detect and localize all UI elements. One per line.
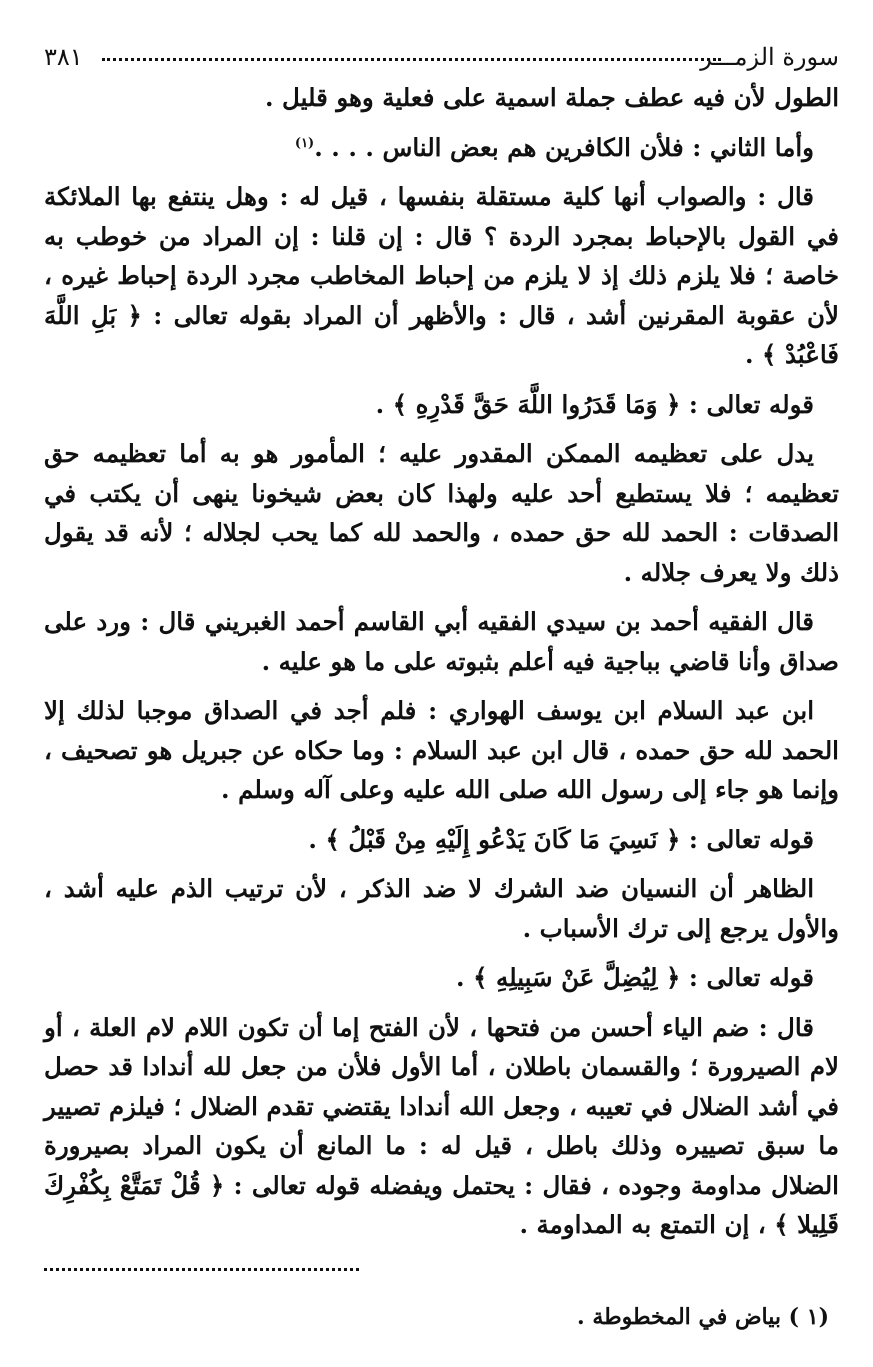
page-number: ٣٨١ xyxy=(44,43,83,71)
paragraph-3: قال : والصواب أنها كلية مستقلة بنفسها ، قيل له : وهل ينتفع بها الملائكة في القول بالإحباط بمجرد الردة ؟ قال : إن قلنا : إن المراد من خوطب به خاصة ؛ فلا يلزم ذلك إذ لا يلزم من إحباط المخاطب مجرد الردة إحباط غيره ، لأن عقوبة المقرنين أشد ، قال : والأظهر أن المراد بقوله تعالى : ﴿ بَلِ اللَّهَ فَاعْبُدْ ﴾ . xyxy=(44,182,839,370)
paragraph-1: الطول لأن فيه عطف جملة اسمية على فعلية وهو قليل . xyxy=(264,83,839,112)
paragraph-2-text: وأما الثاني : فلأن الكافرين هم بعض الناس . . . . xyxy=(314,132,814,162)
paragraph-5: يدل على تعظيمه الممكن المقدور عليه ؛ المأمور هو به أما تعظيمه حق تعظيمه ؛ فلا يستطيع أحد عليه ولهذا كان بعض شيخونا ينهى أن يكتب في الصدقات : الحمد لله حق حمده ، والحمد لله كما يحب لجلاله ؛ لأنه قد يقول ذلك ولا يعرف جلاله . xyxy=(44,439,839,587)
paragraph-11: قال : ضم الياء أحسن من فتحها ، لأن الفتح إما أن تكون اللام لام العلة ، أو لام الصيرورة ؛ والقسمان باطلان ، أما الأول فلأن من جعل لله أندادا قد حصل في أشد الضلال في تعيبه ، وجعل الله أندادا يقتضي تقدم الضلال ؛ فيلزم تصيير ما سبق تصييره وذلك باطل ، قيل له : ما المانع أن يكون المراد بصيرورة الضلال مداومة وجوده ، فقال : يحتمل ويفضله قوله تعالى : ﴿ قُلْ تَمَتَّعْ بِكُفْرِكَ قَلِيلا ﴾ ، إن التمتع به المداومة . xyxy=(44,1012,839,1240)
paragraph-7: ابن عبد السلام ابن يوسف الهواري : فلم أجد في الصداق موجبا لذلك إلا الحمد لله حق حمده ، قال ابن عبد السلام : وما حكاه عن جبريل هو تصحيف ، وإنما هو جاء إلى رسول الله صلى الله عليه وعلى آله وسلم . xyxy=(44,696,839,805)
verse-heading-2: قوله تعالى : ﴿ نَسِيَ مَا كَانَ يَدْعُو إِلَيْهِ مِنْ قَبْلُ ﴾ . xyxy=(308,824,814,854)
footnote-separator xyxy=(44,1268,359,1271)
paragraph-9: الظاهر أن النسيان ضد الشرك لا ضد الذكر ، لأن ترتيب الذم عليه أشد ، والأول يرجع إلى ترك الأسباب . xyxy=(44,874,839,943)
paragraph-6: قال الفقيه أحمد بن سيدي الفقيه أبي القاسم أحمد الغبريني قال : ورد على صداق وأنا قاضي بباجية فيه أعلم بثبوته على ما هو عليه . xyxy=(44,607,839,676)
verse-heading-3: قوله تعالى : ﴿ لِيُضِلَّ عَنْ سَبِيلِهِ ﴾ . xyxy=(456,963,814,993)
footnote-reference: (١) xyxy=(294,135,315,151)
footnote: (١ ) بياض في المخطوطة . xyxy=(577,1304,829,1330)
verse-heading-1: قوله تعالى : ﴿ وَمَا قَدَرُوا اللَّهَ حَقَّ قَدْرِهِ ﴾ . xyxy=(375,389,814,419)
page-header xyxy=(44,38,839,78)
paragraph-2 xyxy=(44,124,839,168)
surah-title: سورة الزمـــر xyxy=(700,43,839,71)
header-dotted-rule xyxy=(102,58,721,61)
page-body xyxy=(44,38,839,1245)
